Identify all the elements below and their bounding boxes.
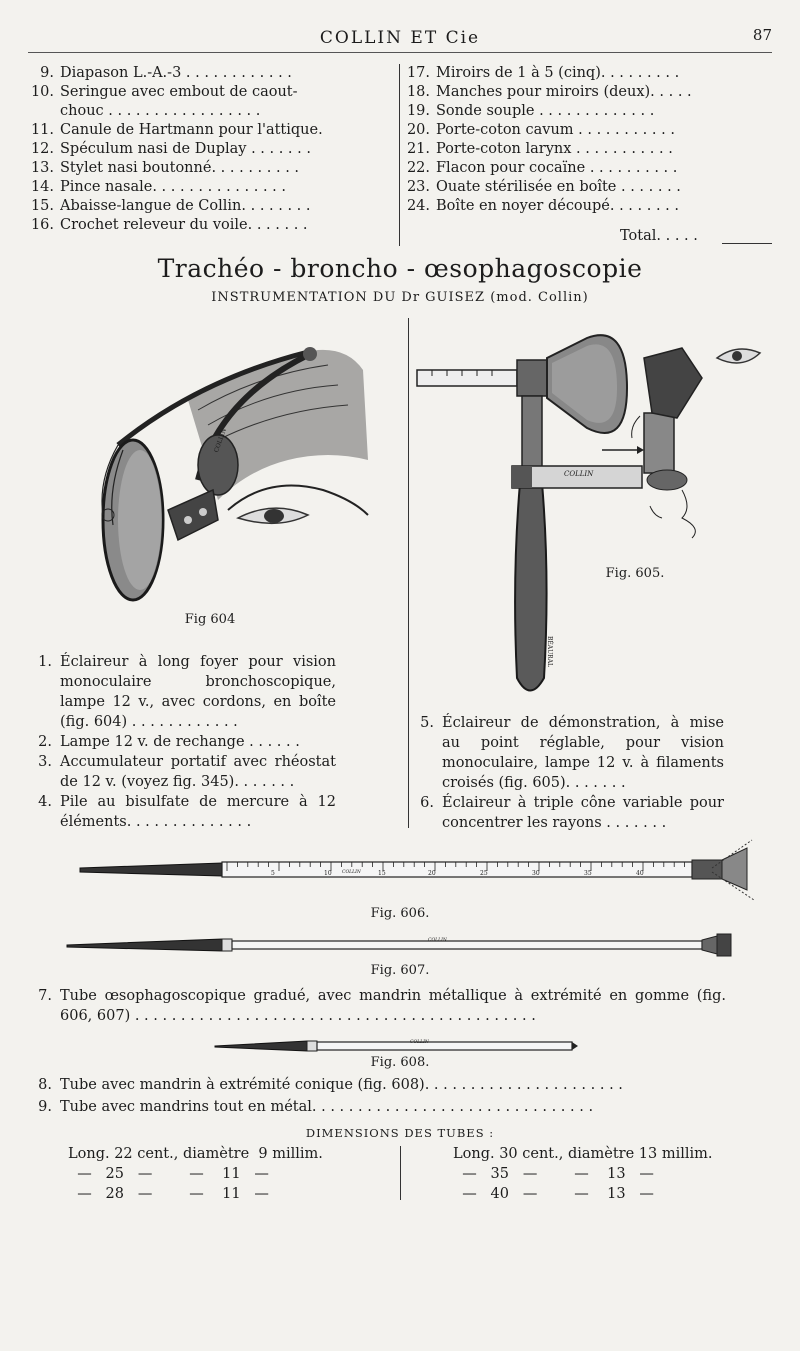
dimensions-left	[68, 1144, 323, 1204]
list-item: 14. Pince nasale. . . . . . . . . . . . . . .	[30, 179, 286, 195]
header-rule	[28, 52, 772, 53]
list-item: 11. Canule de Hartmann pour l'attique.	[30, 122, 323, 138]
list-item: 12. Spéculum nasi de Duplay . . . . . . .	[30, 141, 311, 157]
dimension-row: Long. 30 cent., diamètre 13 millim.	[453, 1146, 713, 1162]
item-7-number: 7.	[38, 988, 52, 1004]
fig-608-maker-mark: COLLIN	[410, 1040, 429, 1045]
tick-label: 35	[584, 870, 592, 877]
item-9-number: 9.	[38, 1099, 52, 1115]
items-right	[412, 713, 724, 833]
list-item: 4. Pile au bisulfate de mercure à 12 éléments. . . . . . . . . . . . . .	[38, 794, 336, 830]
list-item: 9. Diapason L.-A.-3 . . . . . . . . . . . .	[40, 65, 292, 81]
figure-divider	[408, 318, 409, 828]
list-item: 10. Seringue avec embout de caout-	[30, 84, 298, 100]
list-item: 24. Boîte en noyer découpé. . . . . . . .	[406, 198, 680, 214]
list-item: 22. Flacon pour cocaïne . . . . . . . . . .	[406, 160, 678, 176]
total-label: Total. . . . .	[620, 228, 698, 244]
list-item: 20. Porte-coton cavum . . . . . . . . . . .	[406, 122, 675, 138]
list-item: 6. Éclaireur à triple cône variable pour concentrer les rayons . . . . . . .	[420, 795, 724, 831]
list-item: 18. Manches pour miroirs (deux). . . . .	[406, 84, 692, 100]
item-7	[30, 986, 726, 1026]
list-item: 15. Abaisse-langue de Collin. . . . . . . .	[30, 198, 311, 214]
list-item: 19. Sonde souple . . . . . . . . . . . . .	[406, 103, 655, 119]
items-left	[30, 652, 336, 832]
item-8-text: Tube avec mandrin à extrémité conique (fig. 608). . . . . . . . . . . . . . . . . . . . . .	[60, 1077, 623, 1093]
dimension-row: — 28 — — 11 —	[68, 1186, 269, 1202]
fig-605-maker-mark: COLLIN	[564, 470, 594, 478]
list-item: 16. Crochet releveur du voile. . . . . . .	[30, 217, 308, 233]
list-item: 3. Accumulateur portatif avec rhéostat de 12 v. (voyez fig. 345). . . . . . .	[38, 754, 336, 790]
fig-605-vertical-mark: BÉAURAL	[546, 635, 554, 668]
dimensions-title: DIMENSIONS DES TUBES :	[305, 1126, 495, 1140]
fig-604-caption: Fig 604	[184, 612, 236, 627]
tick-label: 40	[636, 870, 644, 877]
dimension-row: — 40 — — 13 —	[453, 1186, 654, 1202]
section-subtitle: INSTRUMENTATION DU Dr GUISEZ (mod. Collin)	[211, 290, 589, 305]
tick-label: 15	[378, 870, 386, 877]
tick-label: 30	[532, 870, 540, 877]
fig-608-caption: Fig. 608.	[370, 1055, 430, 1070]
list-item: 21. Porte-coton larynx . . . . . . . . . . .	[406, 141, 673, 157]
running-header: COLLIN ET Cie	[319, 28, 481, 48]
tick-label: 25	[480, 870, 488, 877]
fig-606-caption: Fig. 606.	[370, 906, 430, 921]
list-item-continuation: chouc . . . . . . . . . . . . . . . . .	[60, 103, 261, 119]
item-7-text: Tube œsophagoscopique gradué, avec mandrin métallique à extrémité en gomme (fig. 606, 607) . . . . . . . . . . . . . . . . . . . . . . . . . . . . . . . . . . . . . . . . . . . .	[60, 988, 726, 1024]
top-list-left	[28, 64, 344, 235]
fig-606-maker-mark: COLLIN	[342, 870, 361, 875]
list-item: 1. Éclaireur à long foyer pour vision monoculaire bronchoscopique, lampe 12 v., avec cordons, en boîte (fig. 604) . . . . . . . . . . . .	[38, 654, 336, 730]
list-item: 5. Éclaireur de démonstration, à mise au point réglable, pour vision monoculaire, lampe 12 v. à filaments croisés (fig. 605). . . . . . .	[420, 715, 724, 791]
list-item: 17. Miroirs de 1 à 5 (cinq). . . . . . . . .	[406, 65, 680, 81]
column-divider	[399, 64, 400, 246]
tick-label: 20	[428, 870, 436, 877]
dimensions-right	[453, 1144, 713, 1204]
list-item: 23. Ouate stérilisée en boîte . . . . . . .	[406, 179, 681, 195]
top-list-right	[404, 64, 732, 216]
fig-606-tick-labels	[0, 870, 800, 880]
list-item: 2. Lampe 12 v. de rechange . . . . . .	[38, 734, 300, 750]
item-8	[30, 1075, 726, 1095]
tick-label: 5	[271, 870, 275, 877]
tick-label: 10	[324, 870, 332, 877]
dimension-row: Long. 22 cent., diamètre 9 millim.	[68, 1146, 323, 1162]
dimensions-divider	[400, 1146, 401, 1200]
section-title: Trachéo - broncho - œsophagoscopie	[157, 254, 643, 283]
item-9	[30, 1097, 726, 1117]
fig-608-conical-tube	[212, 1036, 582, 1056]
fig-604-head-lamp-illustration	[78, 340, 378, 610]
page-number: 87	[752, 26, 772, 44]
item-9-text: Tube avec mandrins tout en métal. . . . . . . . . . . . . . . . . . . . . . . . . . . . . . .	[60, 1099, 594, 1115]
fig-605-caption: Fig. 605.	[605, 566, 665, 581]
dimension-row: — 25 — — 11 —	[68, 1166, 269, 1182]
fig-604-maker-mark: COLLIN	[212, 427, 229, 454]
fig-607-caption: Fig. 607.	[370, 963, 430, 978]
fig-607-tube-mandrel	[62, 930, 742, 960]
dimension-row: — 35 — — 13 —	[453, 1166, 654, 1182]
list-item: 13. Stylet nasi boutonné. . . . . . . . . .	[30, 160, 300, 176]
fig-607-maker-mark: COLLIN	[428, 938, 447, 943]
fig-605-illuminator-illustration	[412, 318, 772, 708]
total-rule	[722, 243, 772, 244]
item-8-number: 8.	[38, 1077, 52, 1093]
